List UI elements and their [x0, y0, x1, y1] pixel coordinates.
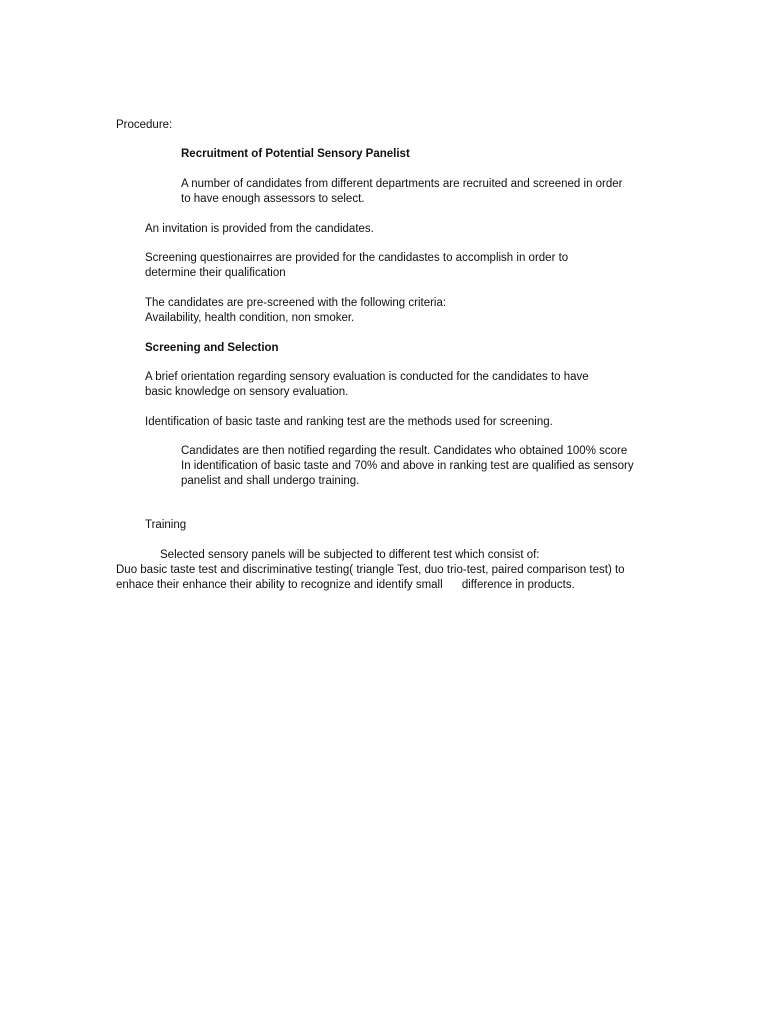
procedure-label: Procedure: — [116, 119, 173, 131]
training-line1: Selected sensory panels will be subjected to different test which consist of: — [160, 549, 540, 561]
result-line2: In identification of basic taste and 70% and above in ranking test are qualified as sensory — [181, 460, 634, 472]
training-line3: enhace their enhance their ability to recognize and identify small difference in products. — [116, 579, 575, 591]
recruitment-para-line2: to have enough assessors to select. — [181, 193, 365, 205]
criteria-line1: The candidates are pre-screened with the following criteria: — [145, 297, 447, 309]
recruitment-heading: Recruitment of Potential Sensory Panelist — [181, 148, 410, 160]
criteria-line2: Availability, health condition, non smoker. — [145, 312, 355, 324]
result-line1: Candidates are then notified regarding the result. Candidates who obtained 100% score — [181, 445, 628, 457]
orientation-line1: A brief orientation regarding sensory evaluation is conducted for the candidates to have — [145, 371, 589, 383]
invitation-text: An invitation is provided from the candidates. — [145, 223, 374, 235]
screening-questionnaire-line2: determine their qualification — [145, 267, 286, 279]
screening-questionnaire-line1: Screening questionairres are provided for the candidastes to accomplish in order to — [145, 252, 569, 264]
screening-selection-heading: Screening and Selection — [145, 342, 279, 354]
training-line2: Duo basic taste test and discriminative testing( triangle Test, duo trio-test, paired comparison test) to — [116, 564, 625, 576]
result-line3: panelist and shall undergo training. — [181, 475, 360, 487]
orientation-line2: basic knowledge on sensory evaluation. — [145, 386, 349, 398]
screening-methods: Identification of basic taste and ranking test are the methods used for screening. — [145, 416, 553, 428]
training-heading: Training — [145, 519, 187, 531]
recruitment-para-line1: A number of candidates from different departments are recruited and screened in order — [181, 178, 623, 190]
